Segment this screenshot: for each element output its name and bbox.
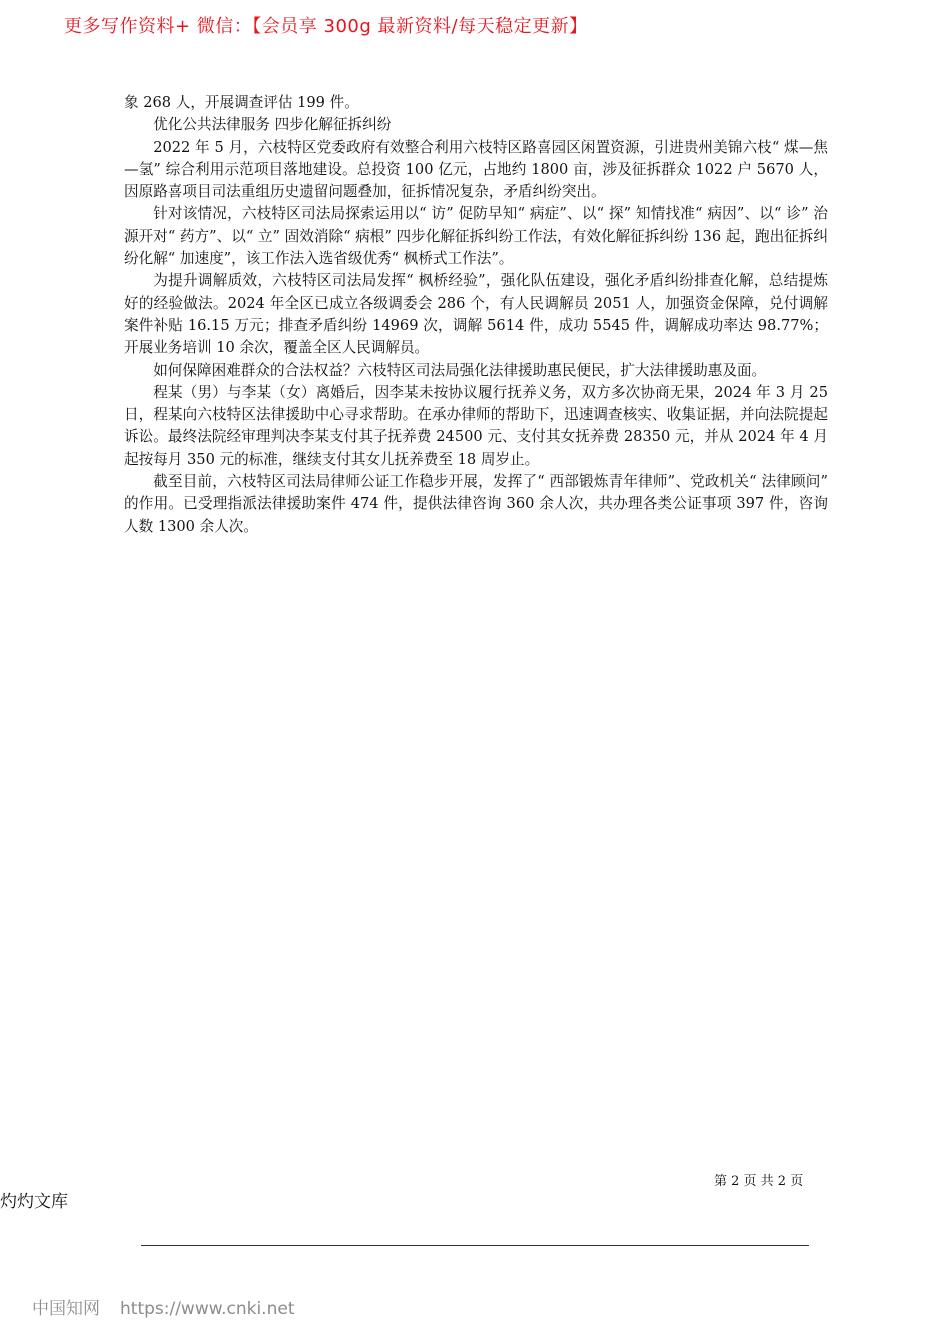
library-name: 灼灼文库 xyxy=(0,1192,68,1212)
paragraph: 为提升调解质效，六枝特区司法局发挥“ 枫桥经验”，强化队伍建设，强化矛盾纠纷排查化解，总结提炼好的经验做法。2024 年全区已成立各级调委会 286 个，有人民调解员 2051 人，加强资金保障，兑付调解案件补贴 16.15 万元；排查矛盾纠纷 14969 次，调解 5614 件，成功 5545 件，调解成功率达 98.77%；开展业务培训 10 余次，覆盖全区人民调解员。 xyxy=(124,272,828,357)
paragraph: 程某（男）与李某（女）离婚后，因李某未按协议履行抚养义务，双方多次协商无果，2024 年 3 月 25 日，程某向六枝特区法律援助中心寻求帮助。在承办律师的帮助下，迅速调查核实、收集证据，并向法院提起诉讼。最终法院经审理判决李某支付其子抚养费 24500 元、支付其女抚养费 28350 元，并从 2024 年 4 月起按每月 350 元的标准，继续支付其女儿抚养费至 18 周岁止。 xyxy=(124,383,828,468)
section-heading: 优化公共法律服务 四步化解征拆纠纷 xyxy=(153,116,392,134)
watermark xyxy=(32,1294,294,1319)
document-body xyxy=(124,92,828,538)
paragraph: 针对该情况，六枝特区司法局探索运用以“ 访” 促防早知“ 病症”、以“ 探” 知情找准“ 病因”、以“ 诊” 治源开对“ 药方”、以“ 立” 固效消除“ 病根” 四步化解征拆纠纷工作法，有效化解征拆纠纷 136 起，跑出征拆纠纷化解“ 加速度”，该工作法入选省级优秀“ 枫桥式工作法”。 xyxy=(124,205,828,268)
paragraph: 如何保障困难群众的合法权益？六枝特区司法局强化法律援助惠民便民，扩大法律援助惠及面。 xyxy=(153,361,767,379)
promo-banner: 更多写作资料+ 微信：【会员享 300g 最新资料/每天稳定更新】 xyxy=(64,16,588,37)
watermark-site: 中国知网 xyxy=(32,1299,100,1319)
paragraph: 2022 年 5 月，六枝特区党委政府有效整合利用六枝特区路喜园区闲置资源，引进贵州美锦六枝“ 煤—焦—氢” 综合利用示范项目落地建设。总投资 100 亿元，占地约 1800 亩，涉及征拆群众 1022 户 5670 人，因原路喜项目司法重组历史遗留问题叠加，征拆情况复杂，矛盾纠纷突出。 xyxy=(124,138,828,201)
paragraph: 截至目前，六枝特区司法局律师公证工作稳步开展，发挥了“ 西部锻炼青年律师”、党政机关“ 法律顾问” 的作用。已受理指派法律援助案件 474 件，提供法律咨询 360 余人次，共办理各类公证事项 397 件，咨询人数 1300 余人次。 xyxy=(124,473,828,535)
footer-divider xyxy=(141,1245,809,1246)
page-number: 第 2 页 共 2 页 xyxy=(714,1174,804,1189)
paragraph-continuation: 象 268 人，开展调查评估 199 件。 xyxy=(124,94,359,111)
watermark-url: https://www.cnki.net xyxy=(120,1299,295,1319)
